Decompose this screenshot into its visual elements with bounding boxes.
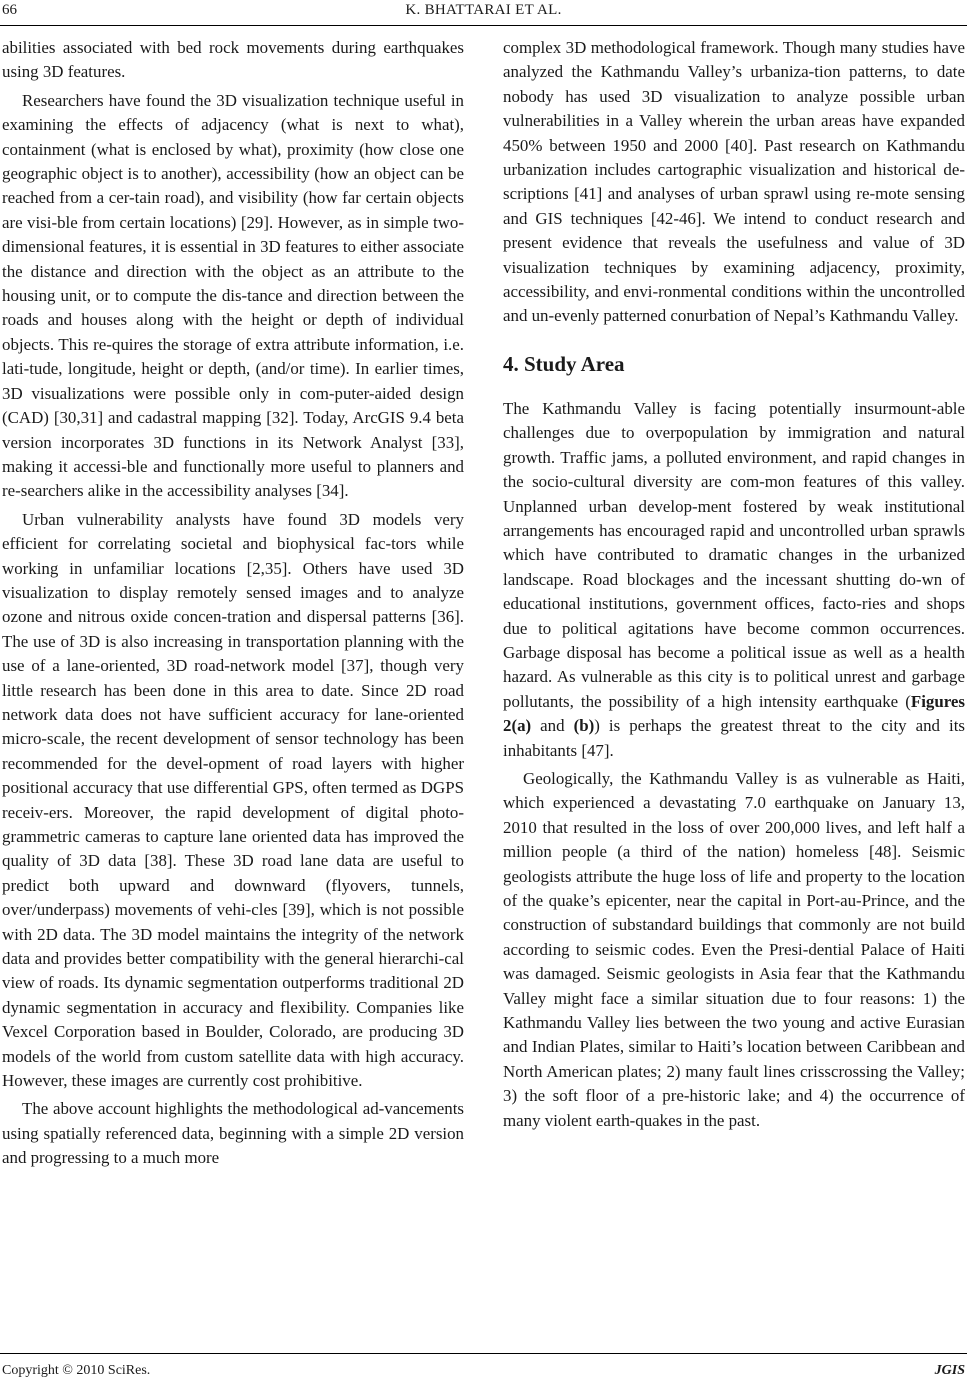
figure-reference[interactable]: (b): [573, 716, 595, 736]
paragraph: Urban vulnerability analysts have found 3D models very efficient for correlating societal and biophysical fac-tors while working in unfamiliar locations [2,35]. Others have used 3D visualization to display remotely sensed images and to analyze ozone and nitrous oxide concen-tration and dispersal patterns [36]. The use of 3D is also increasing in transportation planning with the use of a lane-oriented, 3D road-network model [37], though very little research has been done in this area to date. Since 2D road network data does not have sufficient accuracy for lane-oriented micro-scale, the recent development of sensor technology has been recommended for the devel-opment of road layers with higher positional accuracy that use differential GPS, often termed as DGPS receiv-ers. Moreover, the rapid development of digital photo-grammetric cameras to capture lane oriented data has improved the quality of 3D data [38]. These 3D road lane data are useful to predict both upward and downward (flyovers, tunnels, over/underpass) movements of vehi-cles [39], which is not possible with 2D data. The 3D model maintains the integrity of the network data and provides better compatibility with the general hierarchi-cal view of roads. Its dynamic segmentation outperforms traditional 2D dynamic segmentation in accuracy and flexibility. Companies like Vexcel Corporation based in Boulder, Colorado, are producing 3D models of the world from custom satellite data with high accuracy. However, these images are currently cost prohibitive.: [2, 509, 464, 1091]
right-column: [503, 36, 965, 1137]
page-number: 66: [2, 2, 17, 18]
figure-reference[interactable]: Figures 2(a): [503, 691, 965, 736]
paragraph-text: ) is perhaps the greatest threat to the city and its inhabitants [47].: [503, 716, 965, 760]
header-rule: [0, 25, 967, 26]
copyright-notice: Copyright © 2010 SciRes.: [2, 1363, 151, 1378]
paragraph: [503, 397, 965, 763]
paragraph-text: and: [531, 716, 574, 736]
journal-name: JGIS: [934, 1363, 965, 1378]
section-heading: 4. Study Area: [503, 351, 625, 376]
paragraph: complex 3D methodological framework. Though many studies have analyzed the Kathmandu Valley’s urbaniza-tion patterns, to date nobody has used 3D visualization to analyze possible urban vulnerabilities in a Valley wherein the urban areas have expanded 450% between 1950 and 2000 [40]. Past research on Kathmandu urbanization includes cartographic visualization and historical de-scriptions [41] and analyses of urban sprawl using re-mote sensing and GIS techniques [42-46]. We intend to conduct research and present evidence that reveals the usefulness and value of 3D visualization techniques by examining adjacency, proximity, accessibility, and envi-ronmental conditions within the uncontrolled and un-evenly patterned conurbation of Nepal’s Kathmandu Valley.: [503, 38, 965, 326]
footer-rule: [0, 1353, 967, 1354]
paragraph: abilities associated with bed rock movements during earthquakes using 3D features.: [2, 38, 464, 82]
paragraph-text: The Kathmandu Valley is facing potentially insurmount-able challenges due to overpopulation by immigration and natural growth. Traffic jams, a polluted environment, and rapid changes in the socio-cultural diversity are com-mon features of this valley. Unplanned urban develop-ment fostered by weak institutional arrangements has encouraged rapid and uncontrolled urban sprawls which have contributed to dramatic changes in the urbanized landscape. Road blockages and the incessant shutting do-wn of educational institutions, government offices, facto-ries and shops due to political agitations have become common occurrences. Garbage disposal has become a political issue as well as a health hazard. As vulnerable as this city is to political unrest and garbage pollutants, the possibility of a high intensity earthquake (: [503, 398, 965, 711]
page-header: [0, 0, 967, 30]
paragraph: The above account highlights the methodological ad-vancements using spatially referenced data, beginning with a simple 2D version and progressing to a much more: [2, 1099, 464, 1168]
paragraph: Researchers have found the 3D visualization technique useful in examining the effects of adjacency (what is next to what), containment (what is enclosed by what), proximity (how close one geographic object is to another), accessibility (how an object can be reached from a cer-tain road), and visibility (how far certain objects are visi-ble from certain locations) [29]. However, as in simple two-dimensional features, it is essential in 3D features to either associate the distance and direction with the object as an attribute to the housing unit, or to compute the dis-tance and direction between the roads and houses along with the height or depth of individual objects. This re-quires the storage of extra attribute information, i.e. lati-tude, longitude, height or depth, (and/or time). In earlier times, 3D visualizations were possible only in com-puter-aided design (CAD) [30,31] and cadastral mapping [32]. Today, ArcGIS 9.4 beta version incorporates 3D functions in its Network Analyst [33], making it accessi-ble and functionally more useful to planners and re-searchers alike in the accessibility analyses [34].: [2, 90, 464, 501]
paragraph: Geologically, the Kathmandu Valley is as vulnerable as Haiti, which experienced a devastating 7.0 earthquake on January 13, 2010 that resulted in the loss of over 200,000 lives, and left half a million people (a third of the nation) homeless [48]. Seismic geologists attribute the huge loss of life and property to the location of the quake’s epicenter, near the capital in Port-au-Prince, and the construction of substandard buildings that commonly are not build according to seismic codes. Even the Presi-dential Palace of Haiti was damaged. Seismic geologists in Asia fear that the Kathmandu Valley might face a similar situation due to four reasons: 1) the Kathmandu Valley lies between the two young and active Eurasian and Indian Plates, similar to Haiti’s location between Caribbean and North American plates; 2) many fault lines crisscrossing the Valley; 3) the soft floor of a pre-historic lake; and 4) the occurrence of many violent earth-quakes in the past.: [503, 768, 965, 1130]
left-column: [2, 36, 464, 1175]
running-head: K. BHATTARAI ET AL.: [405, 2, 562, 18]
